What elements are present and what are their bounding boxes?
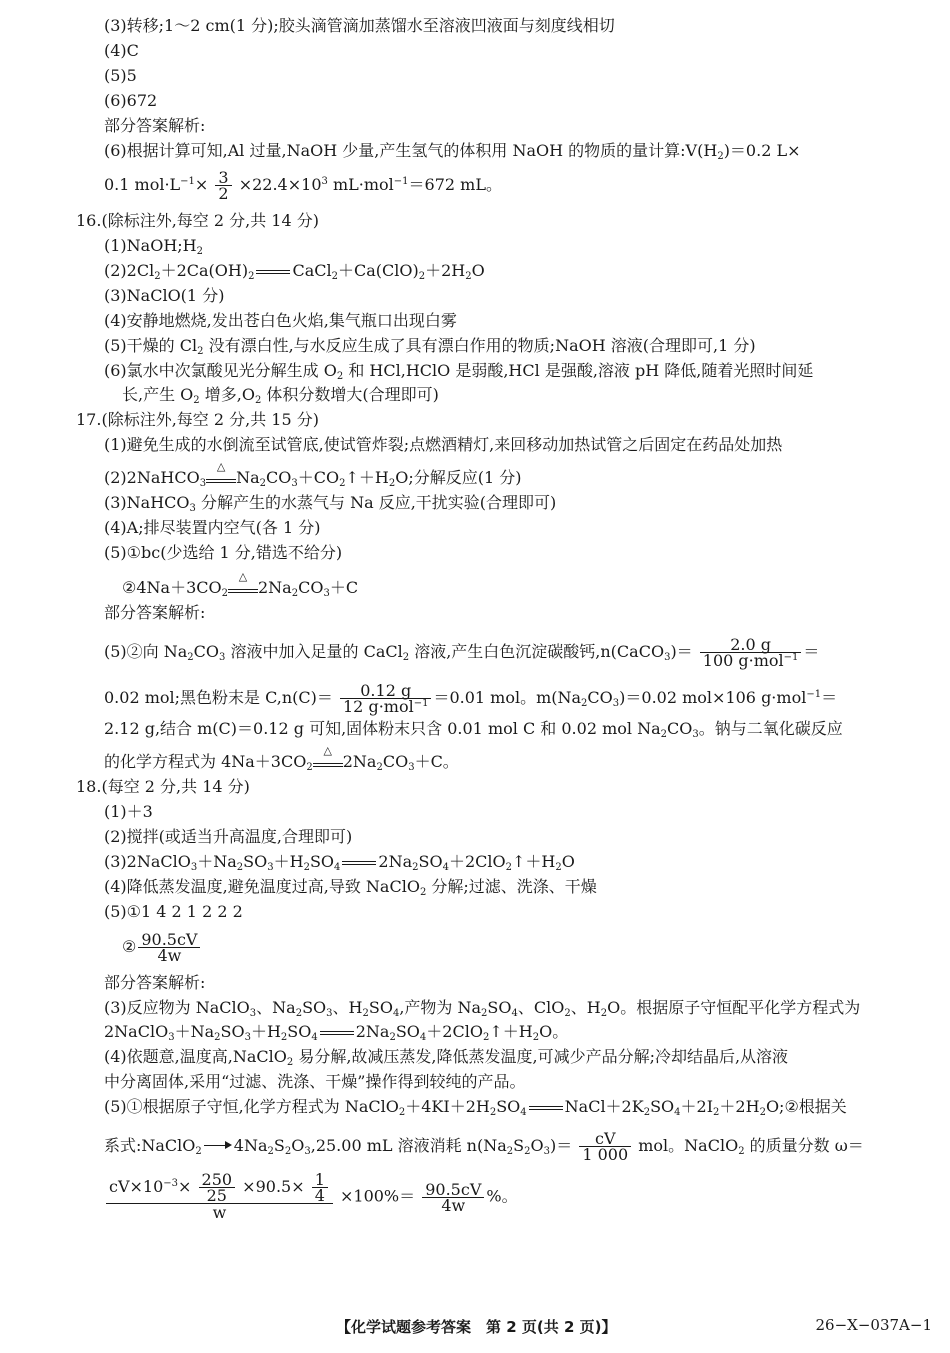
heat-equals-sign: △ xyxy=(228,580,258,593)
equals-sign xyxy=(256,270,290,274)
fraction: $cV\times 10^{-3}\times$ $\frac{250}{25}$ ×90.5× $\frac{1}{4}$ w xyxy=(106,1172,333,1222)
text-line: ② $\frac{90.5cV}{4w}$ xyxy=(122,932,932,954)
text-line: (6)氯水中次氯酸见光分解生成 $O_2$ 和 HCl,HClO 是弱酸,HCl 是强酸,溶液 pH 降低,随着光照时间延 xyxy=(104,361,814,382)
text-line: (5)①根据原子守恒,化学方程式为 $NaClO_2+4KI+2H_2SO_4$ $NaCl+2K_2SO_4+2I_2+2H_2O;②$根据关 xyxy=(104,1097,847,1118)
text-line: $②4Na+3CO_2$ △ $2Na_2CO_3+C$ xyxy=(122,570,359,599)
section-label: 部分答案解析: xyxy=(104,116,206,135)
text-line: (5)②向 $Na_2CO_3$ 溶液中加入足量的 CaCl$_2$ 溶液,产生白色沉淀碳酸钙,n(CaCO$_3$)＝ $\frac{2.0 g}{100 g\cdot mol^{-1}}$ ＝ xyxy=(104,635,820,670)
text-line: (5)①1 4 2 1 2 2 2 xyxy=(104,902,243,921)
text-line: $(2)2Cl_2+2Ca(OH)_2$ $CaCl_2+Ca(ClO)_2+2H_2O$ xyxy=(104,261,485,282)
text-line: (5)干燥的 $Cl_2$ 没有漂白性,与水反应生成了具有漂白作用的物质;NaOH 溶液(合理即可,1 分) xyxy=(104,336,756,357)
text-line: (4)C xyxy=(104,41,139,60)
text-line: (3)反应物为 NaClO$_3$、$Na_2SO_3$、$H_2SO_4$,产物为 $Na_2SO_4$、ClO$_2$、$H_2O$。根据原子守恒配平化学方程式为 xyxy=(104,998,861,1019)
footer-title: 【化学试题参考答案 第 2 页(共 2 页)】 xyxy=(336,1318,617,1336)
equals-sign xyxy=(320,1031,354,1035)
text-line: (3)NaHCO$_3$ 分解产生的水蒸气与 Na 反应,干扰实验(合理即可) xyxy=(104,493,557,514)
text-line: (3)转移;1～2 cm(1 分);胶头滴管滴加蒸馏水至溶液凹液面与刻度线相切 xyxy=(104,16,615,35)
text-line: (5)5 xyxy=(104,66,137,85)
text-line: 长,产生 $O_2$ 增多$,O_2$ 体积分数增大(合理即可) xyxy=(122,385,439,406)
text-line: 系式:NaClO$_2$ $4Na_2S_2O_3,25.00$ mL 溶液消耗 $n(Na_2S_2O_3)=$ $\frac{cV}{1 000}$ mol。NaClO$_2$ 的质量分数 ω＝ xyxy=(104,1129,864,1164)
text-line: (3)NaClO(1 分) xyxy=(104,286,225,305)
fraction: $\frac{90.5cV}{4w}$ xyxy=(422,1182,484,1213)
text-line: $(1)NaOH;H_2$ xyxy=(104,236,203,257)
text-line: $2NaClO_3+Na_2SO_3+H_2SO_4$ $2Na_2SO_4+2ClO_2↑+H_2O$。 xyxy=(104,1022,569,1043)
equals-sign xyxy=(529,1106,563,1110)
question-header: 18.(每空 2 分,共 14 分) xyxy=(76,777,250,796)
text-line: 0.1 $mol\cdot L^{-1}\times$ $\frac{3}{2}$ $\times 22.4\times 10^3$ mL·mol$^{-1}$＝672 mL。 xyxy=(104,168,502,203)
fraction: $\frac{250}{25}$ xyxy=(199,1172,236,1203)
text-line: (4)降低蒸发温度,避免温度过高,导致 NaClO$_2$ 分解;过滤、洗涤、干燥 xyxy=(104,877,597,898)
text-line: (1)＋3 xyxy=(104,802,153,821)
text-line: (2)搅拌(或适当升高温度,合理即可) xyxy=(104,827,353,846)
text-line: (6)672 xyxy=(104,91,158,110)
text-line: $(3)2NaClO_3+Na_2SO_3+H_2SO_4$ $2Na_2SO_4+2ClO_2↑+H_2O$ xyxy=(104,852,575,873)
mass-fraction-formula: $cV\times 10^{-3}\times$ $\frac{250}{25}$ ×90.5× $\frac{1}{4}$ w ×100%＝ $\frac{90.5cV}{4w}$ %。 xyxy=(104,1172,518,1222)
heat-equals-sign: △ xyxy=(206,470,236,483)
fraction: $\frac{90.5cV}{4w}$ xyxy=(138,932,200,963)
section-label: 部分答案解析: xyxy=(104,603,206,622)
text-line: (4)依题意,温度高,NaClO$_2$ 易分解,故减压蒸发,降低蒸发温度,可减少产品分解;冷却结晶后,从溶液 xyxy=(104,1047,789,1068)
question-header: 16.(除标注外,每空 2 分,共 14 分) xyxy=(76,211,319,230)
page-footer xyxy=(0,1316,950,1338)
fraction: $\frac{0.12 g}{12 g\cdot mol^{-1}}$ xyxy=(340,683,431,714)
section-label: 部分答案解析: xyxy=(104,973,206,992)
text-line: (4)安静地燃烧,发出苍白色火焰,集气瓶口出现白雾 xyxy=(104,311,457,330)
text-line: 中分离固体,采用“过滤、洗涤、干燥”操作得到较纯的产品。 xyxy=(104,1072,526,1091)
text-line: 0.02 mol;黑色粉末是 C,n(C)＝ $\frac{0.12 g}{12 g\cdot mol^{-1}}$ ＝0.01 mol。$m(Na_2CO_3)=0.02$ mol×106 g·mol$^{-1}$＝ xyxy=(104,681,838,716)
footer-code: 26−X−037A−1 xyxy=(815,1316,932,1334)
text-line: 的化学方程式为 $4Na+3CO_2$ △ $2Na_2CO_3+C$。 xyxy=(104,744,459,773)
text-line: 2.12 g,结合 m(C)＝0.12 g 可知,固体粉末只含 0.01 mol C 和 0.02 mol $Na_2CO_3$。钠与二氧化碳反应 xyxy=(104,719,843,740)
text-line: (5)①bc(少选给 1 分,错选不给分) xyxy=(104,543,343,562)
heat-equals-sign: △ xyxy=(313,754,343,767)
arrow-icon xyxy=(204,1145,230,1148)
text-line: (6)根据计算可知,Al 过量,NaOH 少量,产生氢气的体积用 NaOH 的物质的量计算$:V(H_2)=0.2$ L× xyxy=(104,141,801,162)
fraction: $\frac{2.0 g}{100 g\cdot mol^{-1}}$ xyxy=(700,637,802,668)
text-line: (4)A;排尽装置内空气(各 1 分) xyxy=(104,518,321,537)
question-header: 17.(除标注外,每空 2 分,共 15 分) xyxy=(76,410,319,429)
equals-sign xyxy=(342,861,376,865)
fraction: $\frac{cV}{1 000}$ xyxy=(579,1131,631,1162)
text-line: (2)2NaHCO$_3$ △ $Na_2CO_3+CO_2↑+H_2O$;分解反应(1 分) xyxy=(104,460,522,489)
text-line: (1)避免生成的水倒流至试管底,使试管炸裂;点燃酒精灯,来回移动加热试管之后固定在药品处加热 xyxy=(104,435,783,454)
fraction: $\frac{3}{2}$ xyxy=(215,170,231,201)
fraction: $\frac{1}{4}$ xyxy=(312,1172,328,1203)
